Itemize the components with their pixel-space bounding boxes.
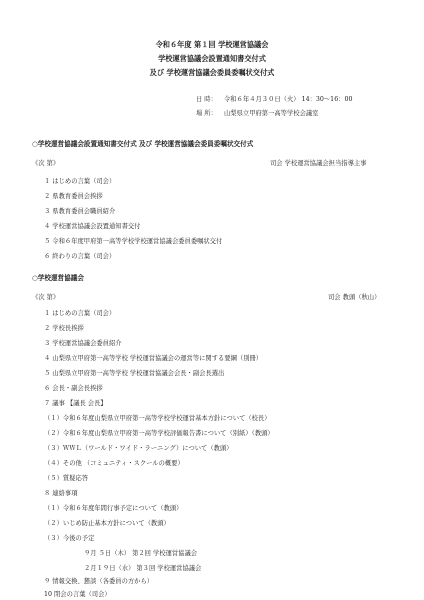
section1-item: ６ 終わりの言葉（司会） xyxy=(44,253,116,260)
section1-item: ３ 県教育委員会職員紹介 xyxy=(44,208,116,215)
section2-item: １ はじめの言葉（司会） xyxy=(44,310,116,317)
section2-item: ８ 連絡事項 xyxy=(44,490,78,497)
title-line-3: 及び 学校運営協議会委員委嘱状交付式 xyxy=(149,68,275,77)
section2-subitem: （１）令和６年度山梨県立甲府第一高等学校学校運営基本方針について（校長） xyxy=(44,415,271,422)
section2-subitem: （３）今後の予定 xyxy=(44,535,95,542)
section2-mc: 司会 教頭（秋山） xyxy=(328,294,381,301)
section2-heading: ○学校運営協議会 xyxy=(32,274,84,282)
section2-subitem: （３）ＷＷＬ（ワールド・ワイド・ラーニング）について（教頭） xyxy=(44,445,233,452)
place-value: 山梨県立甲府第一高等学校会議室 xyxy=(224,110,319,117)
section2-item: ２ 学校長挨拶 xyxy=(44,325,84,332)
title-line-2: 学校運営協議会設置通知書交付式 xyxy=(158,54,266,63)
section2-item: ３ 学校運営協議会委員紹介 xyxy=(44,340,122,347)
section2-subitem: （２）いじめ防止基本方針について（教頭） xyxy=(44,520,170,527)
section2-item: ５ 山梨県立甲府第一高等学校 学校運営協議会会長・副会長選出 xyxy=(44,370,225,377)
section1-item: ５ 令和６年度甲府第一高等学校学校運営協議会委員委嘱状交付 xyxy=(44,238,223,245)
section2-item: 10 閉会の言葉（司会） xyxy=(44,591,111,598)
section1-item: ４ 学校運営協議会設置通知書交付 xyxy=(44,223,141,230)
section1-heading: ○学校運営協議会設置通知書交付式 及び 学校運営協議会委員委嘱状交付式 xyxy=(32,140,254,148)
section2-item: ４ 山梨県立甲府第一高等学校 学校運営協議会の運営等に関する要綱（別冊） xyxy=(44,355,263,362)
place-label: 場 所： xyxy=(196,110,217,117)
section2-subitem: （５）質疑応答 xyxy=(44,475,89,482)
section2-subitem: （１）令和６年度年間行事予定について（教頭） xyxy=(44,505,183,512)
date-label: 日 時： xyxy=(196,96,217,103)
section2-subitem: （２）令和６年度山梨県立甲府第一高等学校評価報告書について（別紙）（教頭） xyxy=(44,430,274,437)
section1-order-label: 《次 第》 xyxy=(32,160,60,167)
section2-subitem: （４）その他 （コミュニティ・スクールの概要） xyxy=(44,460,184,467)
section1-item: １ はじめの言葉（司会） xyxy=(44,178,116,185)
schedule-item: ９月 ５日（木） 第２回 学校運営協議会 xyxy=(84,550,198,557)
section2-order-label: 《次 第》 xyxy=(32,294,60,301)
schedule-item: ２月１９日（水） 第３回 学校運営協議会 xyxy=(84,565,202,572)
section2-item: ９ 情報交換、懇談（各委員の方から） xyxy=(44,578,154,585)
section1-mc: 司会 学校運営協議会担当指導主事 xyxy=(270,160,367,167)
title-line-1: 令和６年度 第１回 学校運営協議会 xyxy=(155,40,269,49)
section2-item: ６ 会長・副会長挨拶 xyxy=(44,385,103,392)
section2-item: ７ 議事 【議長 会長】 xyxy=(44,400,107,407)
section1-item: ２ 県教育委員会挨拶 xyxy=(44,193,103,200)
date-value: 令和６年４月３０日（火） 14：30～16：00 xyxy=(224,96,353,103)
